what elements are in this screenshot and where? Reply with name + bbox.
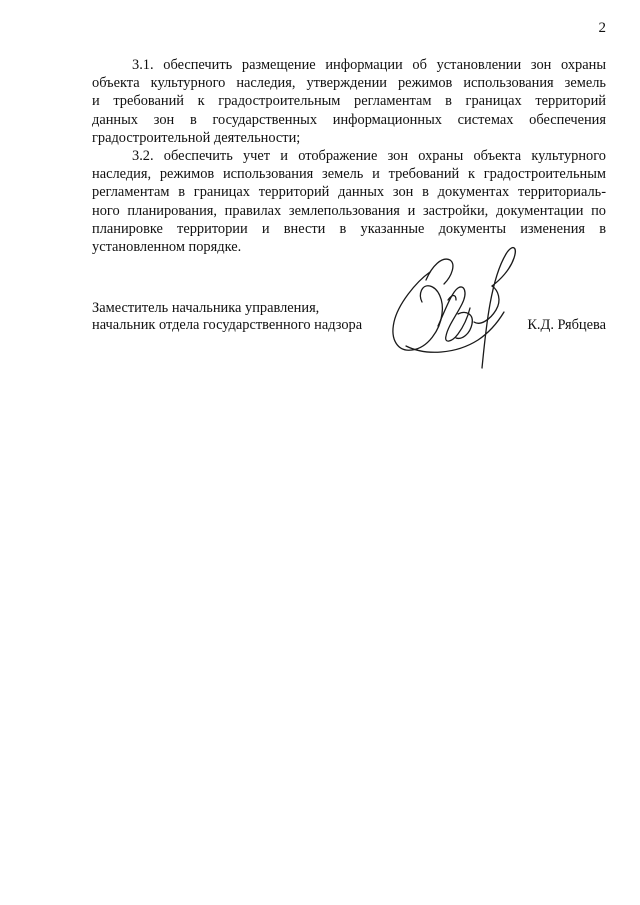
- text-line: планировке территории и внести в указанные документы изменения в: [92, 220, 606, 237]
- text-line: данных зон в государственных информационных системах обеспечения: [92, 111, 606, 128]
- paragraph-3-2: [92, 147, 606, 256]
- text-line: 3.2. обеспечить учет и отображение зон охраны объекта культурного: [132, 148, 606, 165]
- signer-position: [92, 300, 362, 334]
- text-line: объекта культурного наследия, утверждении режимов использования земель: [92, 75, 606, 92]
- text-line: и требований к градостроительным регламентам в границах территорий: [92, 93, 606, 110]
- signature-block: [92, 300, 606, 380]
- signer-position-line-1: Заместитель начальника управления,: [92, 300, 320, 316]
- signer-position-line-2: начальник отдела государственного надзора: [92, 317, 363, 333]
- text-line: регламентам в границах территорий данных зон в документах территориаль-: [92, 184, 606, 201]
- handwritten-signature-icon: [386, 230, 522, 380]
- text-line: установленном порядке.: [92, 239, 242, 256]
- signer-name: К.Д. Рябцева: [527, 317, 606, 333]
- text-line: 3.1. обеспечить размещение информации об установлении зон охраны: [132, 57, 606, 73]
- document-body: [92, 56, 606, 256]
- text-line: наследия, режимов использования земель и требований к градостроительным: [92, 166, 606, 183]
- page-number: 2: [598, 20, 606, 36]
- text-line: градостроительной деятельности;: [92, 129, 301, 146]
- text-line: ного планирования, правилах землепользования и застройки, документации по: [92, 202, 606, 219]
- paragraph-3-1: [92, 56, 606, 147]
